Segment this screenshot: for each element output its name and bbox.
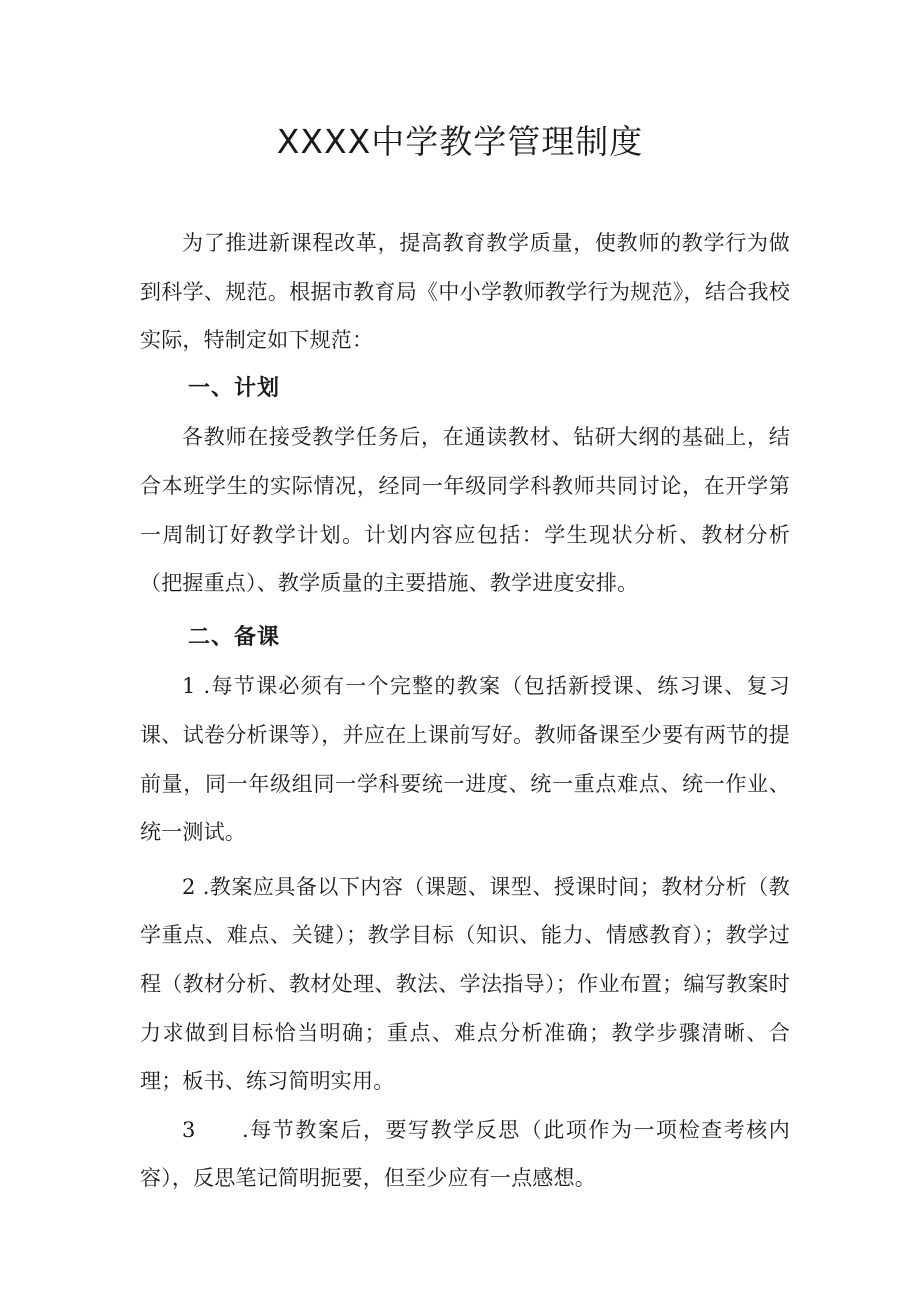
list-item-text: .教案应具备以下内容（课题、课型、授课时间；教材分析（教学重点、难点、关键）；教学目标（知识、能力、情感教育）；教学过程（教材分析、教材处理、教法、学法指导）；作业布置；编写教案时力求做到目标恰当明确；重点、难点分析准确；教学步骤清晰、合理；板书、练习简明实用。 [140, 874, 790, 1094]
list-item-number: 1 [182, 674, 196, 699]
list-item-text: .每节教案后，要写教学反思（此项作为一项检查考核内容），反思笔记简明扼要，但至少应有一点感想。 [140, 1117, 790, 1191]
list-item-1 [140, 662, 790, 856]
plan-paragraph: 各教师在接受教学任务后，在通读教材、钻研大纲的基础上，结合本班学生的实际情况，经同一年级同学科教师共同讨论，在开学第一周制订好教学计划。计划内容应包括：学生现状分析、教材分析（把握重点）、教学质量的主要措施、教学进度安排。 [140, 425, 790, 596]
list-item-text: .每节课必须有一个完整的教案（包括新授课、练习课、复习课、试卷分析课等），并应在上课前写好。教师备课至少要有两节的提前量，同一年级组同一学科要统一进度、统一重点难点、统一作业、统一测试。 [140, 674, 790, 845]
document-body [140, 219, 790, 1203]
list-item-3 [140, 1106, 790, 1203]
document-title: XXXX中学教学管理制度 [276, 122, 644, 161]
list-item-number: 2 [182, 874, 196, 899]
list-item-number: 3 [182, 1117, 196, 1142]
section-heading-plan: 一、计划 [188, 375, 281, 401]
section-heading-lesson-prep: 二、备课 [188, 624, 281, 650]
intro-paragraph: 为了推进新课程改革，提高教育教学质量，使教师的教学行为做到科学、规范。根据市教育局《中小学教师教学行为规范》，结合我校实际，特制定如下规范： [140, 231, 790, 353]
list-item-2 [140, 863, 790, 1106]
